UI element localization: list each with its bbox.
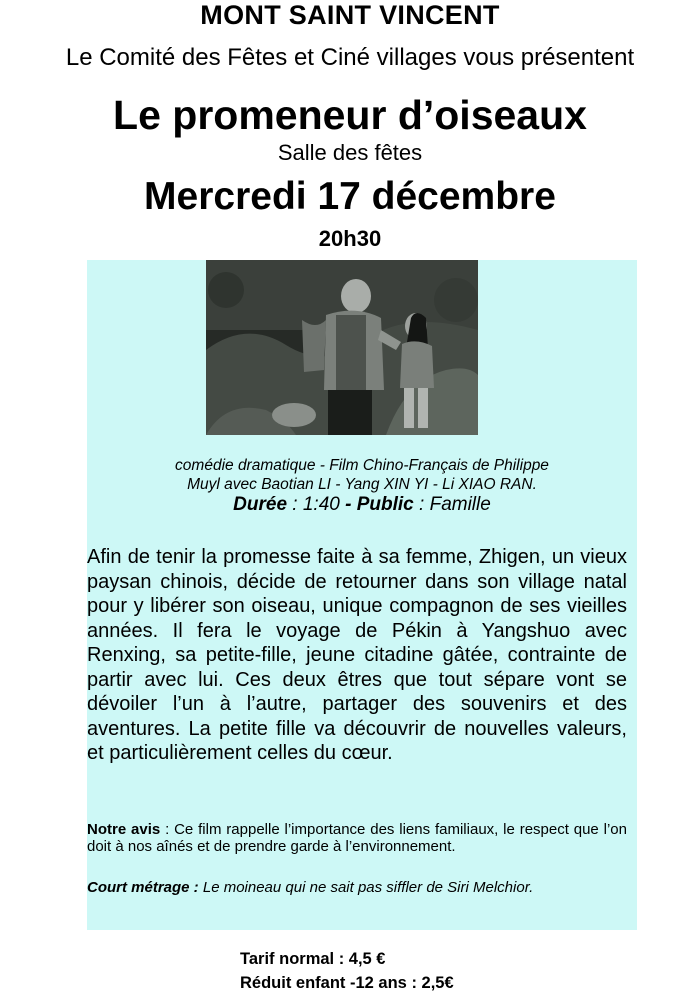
film-title: Le promeneur d’oiseaux [113,92,587,138]
opinion-text: : Ce film rappelle l’importance des liens familiaux, le respect que l’on doit à nos aînés et de prendre garde à l’environnement. [87,821,627,855]
duration-separator: : [287,494,303,515]
short-film-paragraph [87,879,627,897]
price-list [240,947,454,995]
opinion-paragraph [87,821,627,855]
credits-line-2: Muyl avec Baotian LI - Yang XIN YI - Li XIAO RAN. [187,476,537,493]
credits-line-1: comédie dramatique - Film Chino-Français de Philippe [175,457,549,474]
audience-value: : Famille [413,494,491,515]
film-credits [87,456,637,494]
audience-separator: - [339,494,357,515]
audience-label: Public [356,494,414,515]
venue: Salle des fêtes [277,140,423,165]
price-normal: Tarif normal : 4,5 € [240,950,386,968]
synopsis-text: Afin de tenir la promesse faite à sa femme, Zhigen, un vieux paysan chinois, décide de retourner dans son village natal pour y libérer son oiseau, unique compagnon de ses vieilles années. Il fera le voyage de Pékin à Yangshuo avec Renxing, sa petite-fille, jeune citadine gâtée, contrainte de partir avec lui. Ces deux êtres que tout sépare vont se dévoiler l’un à l’autre, partager des souvenirs et des aventures. La petite fille va découvrir de nouvelles valeurs, et particulièrement celles du cœur. [87,546,627,764]
town-name: MONT SAINT VINCENT [200,0,500,30]
film-still-image [206,260,478,435]
opinion-label: Notre avis [87,821,161,838]
price-reduced: Réduit enfant -12 ans : 2,5€ [240,974,454,992]
duration-label: Durée [233,494,288,515]
short-film-label: Court métrage : [87,879,199,896]
screening-time: 20h30 [318,226,382,251]
screening-date: Mercredi 17 décembre [144,175,556,218]
duration-value: 1:40 [302,494,340,515]
duration-audience-line [87,494,637,516]
short-film-text: Le moineau qui ne sait pas siffler de Siri Melchior. [198,879,534,896]
presenters-line: Le Comité des Fêtes et Ciné villages vous présentent [65,44,635,71]
